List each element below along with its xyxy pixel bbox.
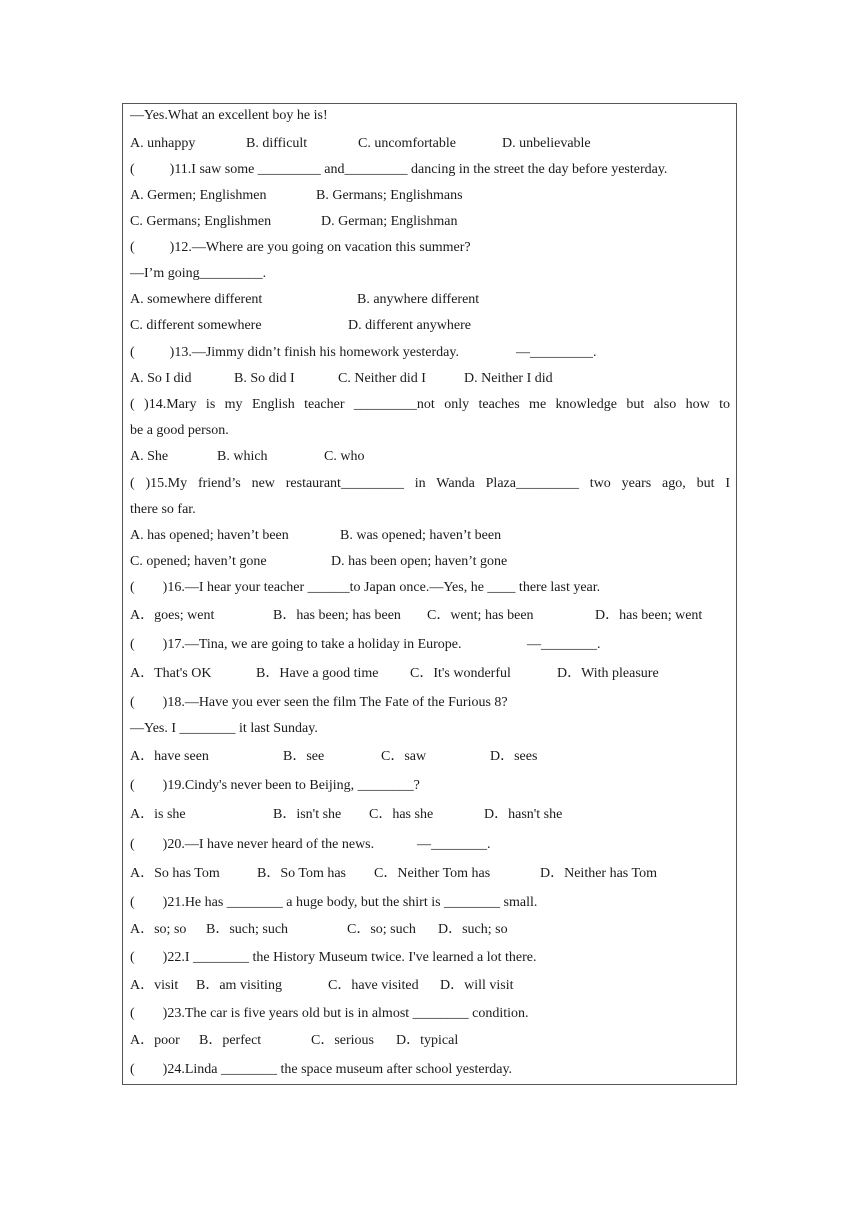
answer-option: B．such; such bbox=[206, 922, 289, 937]
answer-option: D. unbelievable bbox=[502, 136, 591, 151]
answer-option: C．has she bbox=[369, 807, 434, 822]
answer-option: A．goes; went bbox=[130, 608, 215, 623]
answer-option: B. Germans; Englishmans bbox=[316, 188, 463, 203]
answer-option: A．That's OK bbox=[130, 666, 212, 681]
question-stem: ( )14.Mary is my English teacher _________not only teaches me knowledge but also how to bbox=[130, 397, 730, 412]
text-line: be a good person. bbox=[130, 423, 229, 438]
answer-option: D．sees bbox=[490, 749, 538, 764]
answer-option: C．went; has been bbox=[427, 608, 534, 623]
question-stem: ( )24.Linda ________ the space museum after school yesterday. bbox=[130, 1062, 513, 1077]
answer-option: D. Neither I did bbox=[464, 371, 553, 386]
text-line: —Yes.What an excellent boy he is! bbox=[130, 108, 328, 123]
answer-option: A. She bbox=[130, 449, 169, 464]
answer-option: C．so; such bbox=[347, 922, 416, 937]
answer-option: B．perfect bbox=[199, 1033, 262, 1048]
answer-option: C. Neither did I bbox=[338, 371, 426, 386]
question-stem: ( )18.—Have you ever seen the film The Fate of the Furious 8? bbox=[130, 695, 508, 710]
answer-option: B. difficult bbox=[246, 136, 308, 151]
text-line: there so far. bbox=[130, 502, 196, 517]
answer-option: D．has been; went bbox=[595, 608, 703, 623]
answer-option: B. which bbox=[217, 449, 268, 464]
question-stem: ( )15.My friend’s new restaurant_________ in Wanda Plaza_________ two years ago, but I bbox=[130, 476, 730, 491]
answer-option: D．typical bbox=[396, 1033, 459, 1048]
answer-option: B．So Tom has bbox=[257, 866, 346, 881]
answer-option: B. was opened; haven’t been bbox=[340, 528, 502, 543]
answer-option: —_________. bbox=[516, 345, 597, 360]
answer-option: D．such; so bbox=[438, 922, 508, 937]
answer-option: D. German; Englishman bbox=[321, 214, 458, 229]
answer-option: B. So did I bbox=[234, 371, 295, 386]
answer-option: A．poor bbox=[130, 1033, 180, 1048]
question-stem: ( )11.I saw some _________ and_________ dancing in the street the day before yesterday. bbox=[130, 162, 668, 177]
question-stem: ( )13.—Jimmy didn’t finish his homework yesterday. bbox=[130, 345, 459, 360]
answer-option: B. anywhere different bbox=[357, 292, 480, 307]
answer-option: B．see bbox=[283, 749, 325, 764]
question-stem: ( )22.I ________ the History Museum twice. I've learned a lot there. bbox=[130, 950, 537, 965]
answer-option: C. who bbox=[324, 449, 365, 464]
question-stem: ( )12.—Where are you going on vacation this summer? bbox=[130, 240, 471, 255]
answer-option: A. unhappy bbox=[130, 136, 196, 151]
answer-option: C．saw bbox=[381, 749, 427, 764]
answer-option: B．has been; has been bbox=[273, 608, 401, 623]
text-line: —I’m going_________. bbox=[130, 266, 267, 281]
answer-option: D．With pleasure bbox=[557, 666, 659, 681]
question-stem: ( )16.—I hear your teacher ______to Japan once.—Yes, he ____ there last year. bbox=[130, 580, 601, 595]
answer-option: C．It's wonderful bbox=[410, 666, 511, 681]
answer-option: C. uncomfortable bbox=[358, 136, 456, 151]
answer-option: C．serious bbox=[311, 1033, 374, 1048]
answer-option: C. different somewhere bbox=[130, 318, 262, 333]
answer-option: A．visit bbox=[130, 978, 179, 993]
answer-option: D. has been open; haven’t gone bbox=[331, 554, 508, 569]
answer-option: A. Germen; Englishmen bbox=[130, 188, 267, 203]
answer-option: —________. bbox=[527, 637, 601, 652]
answer-option: A．is she bbox=[130, 807, 186, 822]
answer-option: C．Neither Tom has bbox=[374, 866, 491, 881]
text-line: —Yes. I ________ it last Sunday. bbox=[130, 721, 318, 736]
answer-option: A．So has Tom bbox=[130, 866, 220, 881]
answer-option: C. Germans; Englishmen bbox=[130, 214, 272, 229]
answer-option: D．will visit bbox=[440, 978, 514, 993]
question-stem: ( )21.He has ________ a huge body, but the shirt is ________ small. bbox=[130, 895, 538, 910]
question-stem: ( )19.Cindy's never been to Beijing, ________? bbox=[130, 778, 420, 793]
answer-option: —________. bbox=[417, 837, 491, 852]
question-stem: ( )17.—Tina, we are going to take a holiday in Europe. bbox=[130, 637, 462, 652]
answer-option: D．hasn't she bbox=[484, 807, 563, 822]
answer-option: A．so; so bbox=[130, 922, 187, 937]
answer-option: B．am visiting bbox=[196, 978, 282, 993]
answer-option: D. different anywhere bbox=[348, 318, 471, 333]
answer-option: A. So I did bbox=[130, 371, 192, 386]
answer-option: D．Neither has Tom bbox=[540, 866, 657, 881]
answer-option: A．have seen bbox=[130, 749, 209, 764]
question-stem: ( )23.The car is five years old but is in almost ________ condition. bbox=[130, 1006, 529, 1021]
answer-option: B．Have a good time bbox=[256, 666, 379, 681]
answer-option: A. somewhere different bbox=[130, 292, 263, 307]
answer-option: B．isn't she bbox=[273, 807, 342, 822]
answer-option: C．have visited bbox=[328, 978, 419, 993]
question-stem: ( )20.—I have never heard of the news. bbox=[130, 837, 375, 852]
answer-option: C. opened; haven’t gone bbox=[130, 554, 267, 569]
answer-option: A. has opened; haven’t been bbox=[130, 528, 289, 543]
